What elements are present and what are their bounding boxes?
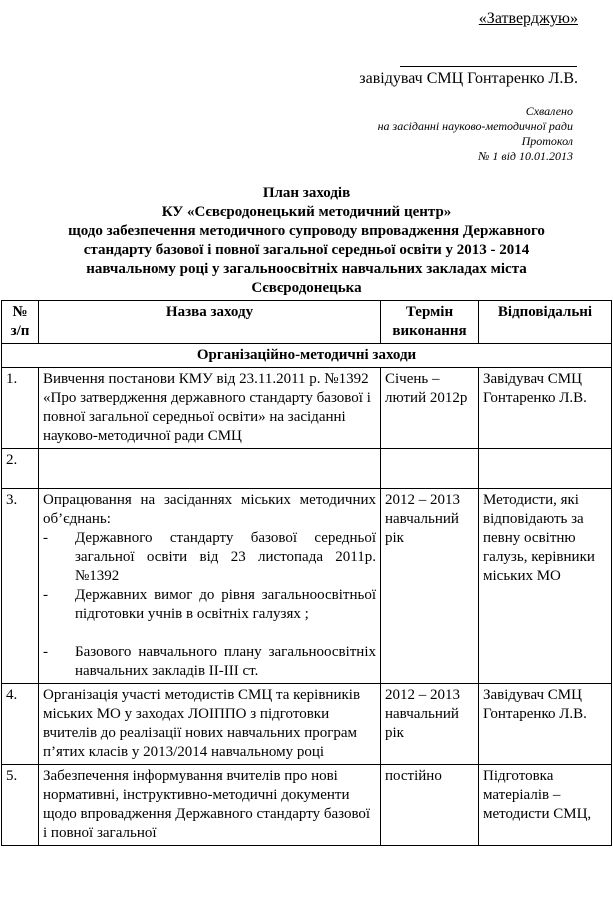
row-name: Організація участі методистів СМЦ та керівників міських МО у заходах ЛОІППО з підготовки вчителів до реалізації нових навчальних програм п’ятих класів у 2013/2014 навчальному році [39, 684, 381, 765]
title-line: КУ «Сєвєродонецький методичний центр» [161, 204, 452, 220]
sub-item-text: Державного стандарту базової середньої загальної освіти від 23 листопада 2011р. №1392 [75, 530, 376, 584]
section-row [2, 344, 612, 368]
col-header-term: Термін виконання [381, 301, 479, 344]
row-num: 2. [2, 449, 39, 489]
section-title: Організаційно-методичні заходи [2, 344, 612, 368]
sub-item-text: Державних вимог до рівня загальноосвітньої підготовки учнів в освітніх галузях ; [75, 587, 376, 622]
table-header-row [2, 301, 612, 344]
sub-item [43, 529, 376, 586]
dash-bullet: - [43, 644, 48, 660]
approval-line: Схвалено [525, 104, 573, 118]
dash-bullet: - [43, 587, 48, 603]
col-header-resp: Відповідальні [479, 301, 612, 344]
row-name-intro: Опрацювання на засіданнях міських методичних об’єднань: [43, 492, 376, 527]
sub-item [43, 586, 376, 624]
sub-item-text: Базового навчального плану загальноосвітніх навчальних закладів ІІ-ІІІ ст. [75, 644, 376, 679]
row-term: Січень – лютий 2012р [381, 368, 479, 449]
approval-line: Протокол [521, 134, 573, 148]
table-row [2, 684, 612, 765]
title-line: щодо забезпечення методичного супроводу впровадження Державного [68, 223, 545, 239]
table-row [2, 368, 612, 449]
row-name: Забезпечення інформування вчителів про нові нормативні, інструктивно-методичні документи щодо впровадження Державного стандарту базової і повної загальної [39, 765, 381, 846]
title-line: навчальному році у загальноосвітніх навчальних закладах міста [86, 261, 527, 277]
title-line: План заходів [262, 185, 351, 201]
row-resp: Підготовка матеріалів – методисти СМЦ, [479, 765, 612, 846]
document-title [0, 184, 613, 298]
row-resp: Завідувач СМЦ Гонтаренко Л.В. [479, 684, 612, 765]
row-term [381, 449, 479, 489]
row-name [39, 449, 381, 489]
table-row [2, 489, 612, 684]
dash-bullet: - [43, 530, 48, 546]
col-header-num: № з/п [2, 301, 39, 344]
row-term: постійно [381, 765, 479, 846]
col-header-name: Назва заходу [39, 301, 381, 344]
title-line: Сєвєродонецька [251, 280, 362, 296]
approval-line: № 1 від 10.01.2013 [478, 149, 573, 163]
approve-label: «Затверджую» [478, 10, 578, 27]
row-resp: Завідувач СМЦ Гонтаренко Л.В. [479, 368, 612, 449]
approval-line: на засіданні науково-методичної ради [377, 119, 573, 133]
plan-table [1, 300, 612, 846]
head-name: завідувач СМЦ Гонтаренко Л.В. [359, 70, 578, 87]
row-num: 5. [2, 765, 39, 846]
row-term: 2012 – 2013 навчальний рік [381, 489, 479, 684]
signature-line [400, 66, 577, 67]
table-row [2, 765, 612, 846]
row-name [39, 489, 381, 684]
row-resp [479, 449, 612, 489]
approval-note [378, 104, 573, 164]
row-num: 1. [2, 368, 39, 449]
sub-item [43, 643, 376, 681]
row-term: 2012 – 2013 навчальний рік [381, 684, 479, 765]
row-resp: Методисти, які відповідають за певну освітню галузь, керівники міських МО [479, 489, 612, 684]
title-line: стандарту базової і повної загальної середньої освіти у 2013 - 2014 [83, 242, 530, 258]
table-row [2, 449, 612, 489]
row-name: Вивчення постанови КМУ від 23.11.2011 р. №1392 «Про затвердження державного стандарту базової і повної загальної середньої освіти» на засіданні науково-методичної ради СМЦ [39, 368, 381, 449]
row-num: 4. [2, 684, 39, 765]
row-num: 3. [2, 489, 39, 684]
